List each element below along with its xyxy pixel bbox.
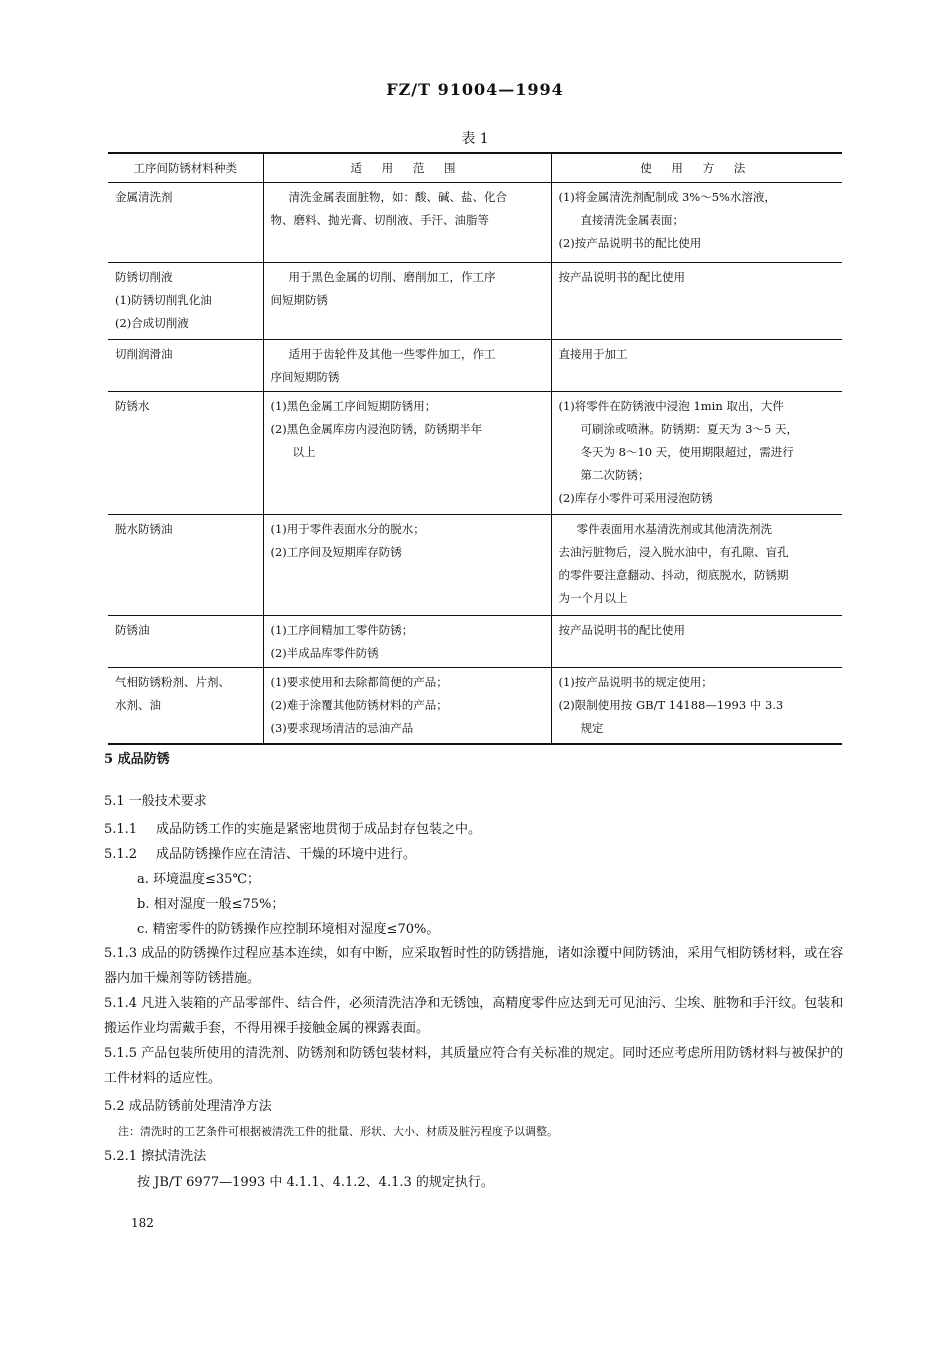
cell-material-type [108, 515, 263, 616]
list-item-c: c. 精密零件的防锈操作应控制环境相对湿度≤70%。 [137, 922, 440, 937]
table-header-row [108, 153, 842, 183]
cell-line: (2)难于涂覆其他防锈材料的产品； [270, 698, 448, 712]
cell-line: (1)将零件在防锈液中浸泡 1min 取出，大件 [558, 399, 784, 413]
anti-rust-materials-table [108, 152, 842, 745]
cell-line: (1)要求使用和去除都简便的产品； [270, 675, 448, 689]
cell-line: (3)要求现场清洁的忌油产品 [270, 721, 414, 735]
section-5-title: 5 成品防锈 [104, 752, 170, 767]
cell-line: (1)工序间精加工零件防锈； [270, 623, 414, 637]
cell-material-type [108, 616, 263, 668]
table-row [108, 616, 842, 668]
table-caption: 表 1 [461, 131, 489, 147]
cell-line: 冬天为 8～10 天，使用期限超过，需进行 [580, 445, 794, 459]
cell-line: (2)合成切削液 [115, 316, 189, 330]
cell-line: (2)按产品说明书的配比使用 [558, 236, 702, 250]
clause-number: 5.1.2 [104, 847, 138, 862]
cell-line: 规定 [580, 721, 604, 735]
cell-scope [263, 668, 551, 744]
section-5-2-heading: 5.2 成品防锈前处理清净方法 [104, 1099, 272, 1114]
cell-line: 零件表面用水基清洗剂或其他清洗剂洗 [576, 522, 772, 536]
cell-line: (1)防锈切削乳化油 [115, 293, 212, 307]
cell-line: (2)工序间及短期库存防锈 [270, 545, 402, 559]
cell-line: 清洗金属表面脏物，如：酸、碱、盐、化合 [288, 190, 507, 204]
table-row [108, 340, 842, 392]
cell-line: 按产品说明书的配比使用 [558, 270, 685, 284]
cell-line: (2)半成品库零件防锈 [270, 646, 379, 660]
page-number: 182 [131, 1216, 154, 1230]
standard-code-header: FZ/T 91004—1994 [386, 80, 564, 99]
cell-line: (1)用于零件表面水分的脱水； [270, 522, 425, 536]
cell-line: 物、磨料、抛光膏、切削液、手汗、油脂等 [270, 213, 489, 227]
cell-line: 序间短期防锈 [270, 370, 340, 384]
cell-line: 脱水防锈油 [115, 522, 173, 536]
cell-scope [263, 263, 551, 340]
table-row [108, 183, 842, 263]
cell-material-type [108, 340, 263, 392]
cell-line: (1)按产品说明书的规定使用； [558, 675, 713, 689]
note: 注：清洗时的工艺条件可根据被清洗工件的批量、形状、大小、材质及脏污程度予以调整。 [118, 1125, 558, 1138]
cell-line: 适用于齿轮件及其他一些零件加工，作工 [288, 347, 496, 361]
cell-line: 去油污脏物后，浸入脱水油中，有孔隙、盲孔 [558, 545, 789, 559]
cell-line: 按产品说明书的配比使用 [558, 623, 685, 637]
cell-scope [263, 616, 551, 668]
cell-scope [263, 515, 551, 616]
cell-method [551, 263, 842, 340]
table-row [108, 515, 842, 616]
cell-line: (2)库存小零件可采用浸泡防锈 [558, 491, 713, 505]
cell-method [551, 515, 842, 616]
cell-line: 切削润滑油 [115, 347, 173, 361]
cell-scope [263, 392, 551, 515]
cell-line: (1)黑色金属工序间短期防锈用； [270, 399, 437, 413]
clause-5-1-3: 5.1.3 成品的防锈操作过程应基本连续，如有中断，应采取暂时性的防锈措施，诸如涂覆中间防锈油，采用气相防锈材料，或在容器内加干燥剂等防锈措施。 [104, 946, 844, 986]
cell-line: (1)将金属清洗剂配制成 3%～5%水溶液， [558, 190, 776, 204]
cell-material-type [108, 392, 263, 515]
clause-5-1-5: 5.1.5 产品包装所使用的清洗剂、防锈剂和防锈包装材料，其质量应符合有关标准的规定。同时还应考虑所用防锈材料与被保护的工件材料的适应性。 [104, 1046, 844, 1086]
header-method: 使 用 方 法 [551, 153, 842, 183]
cell-scope [263, 183, 551, 263]
cell-method [551, 183, 842, 263]
cell-method [551, 616, 842, 668]
cell-line: 防锈切削液 [115, 270, 173, 284]
cell-material-type [108, 263, 263, 340]
clause-text: 成品防锈工作的实施是紧密地贯彻于成品封存包装之中。 [156, 822, 482, 837]
clause-text: 成品防锈操作应在清洁、干燥的环境中进行。 [156, 847, 417, 862]
cell-material-type [108, 183, 263, 263]
header-scope: 适 用 范 围 [263, 153, 551, 183]
cell-line: 可刷涂或喷淋。防锈期：夏天为 3～5 天， [580, 422, 798, 436]
cell-line: (2)限制使用按 GB/T 14188—1993 中 3.3 [558, 698, 784, 712]
cell-method [551, 392, 842, 515]
table-row [108, 263, 842, 340]
cell-line: 防锈油 [115, 623, 150, 637]
clause-5-1-2 [104, 843, 416, 862]
cell-line: 金属清洗剂 [115, 190, 173, 204]
header-material-type: 工序间防锈材料种类 [108, 153, 263, 183]
table-row [108, 392, 842, 515]
section-5-1-heading: 5.1 一般技术要求 [104, 794, 207, 809]
cell-method [551, 340, 842, 392]
list-item-a: a. 环境温度≤35℃； [137, 872, 260, 887]
cell-line: 的零件要注意翻动、抖动，彻底脱水，防锈期 [558, 568, 789, 582]
clause-5-1-1 [104, 818, 481, 837]
clause-5-1-4: 5.1.4 凡进入装箱的产品零部件、结合件，必须清洗洁净和无锈蚀，高精度零件应达到无可见油污、尘埃、脏物和手汗纹。包装和搬运作业均需戴手套，不得用裸手接触金属的裸露表面。 [104, 996, 844, 1036]
cell-line: 直接用于加工 [558, 347, 628, 361]
cell-scope [263, 340, 551, 392]
clause-5-2-1-heading: 5.2.1 擦拭清洗法 [104, 1149, 207, 1164]
cell-line: 直接清洗金属表面； [580, 213, 684, 227]
clause-5-2-1-text: 按 JB/T 6977—1993 中 4.1.1、4.1.2、4.1.3 的规定执行。 [137, 1175, 494, 1190]
cell-line: 防锈水 [115, 399, 150, 413]
cell-line: 间短期防锈 [270, 293, 328, 307]
cell-line: 第二次防锈； [580, 468, 650, 482]
cell-line: (2)黑色金属库房内浸泡防锈，防锈期半年 [270, 422, 483, 436]
cell-line: 气相防锈粉剂、片剂、 [115, 675, 230, 689]
cell-material-type [108, 668, 263, 744]
cell-line: 为一个月以上 [558, 591, 628, 605]
cell-line: 用于黑色金属的切削、磨削加工，作工序 [288, 270, 496, 284]
table-row [108, 668, 842, 744]
list-item-b: b. 相对湿度一般≤75%； [137, 897, 285, 912]
cell-line: 以上 [292, 445, 316, 459]
clause-number: 5.1.1 [104, 822, 138, 837]
cell-method [551, 668, 842, 744]
cell-line: 水剂、油 [115, 698, 161, 712]
